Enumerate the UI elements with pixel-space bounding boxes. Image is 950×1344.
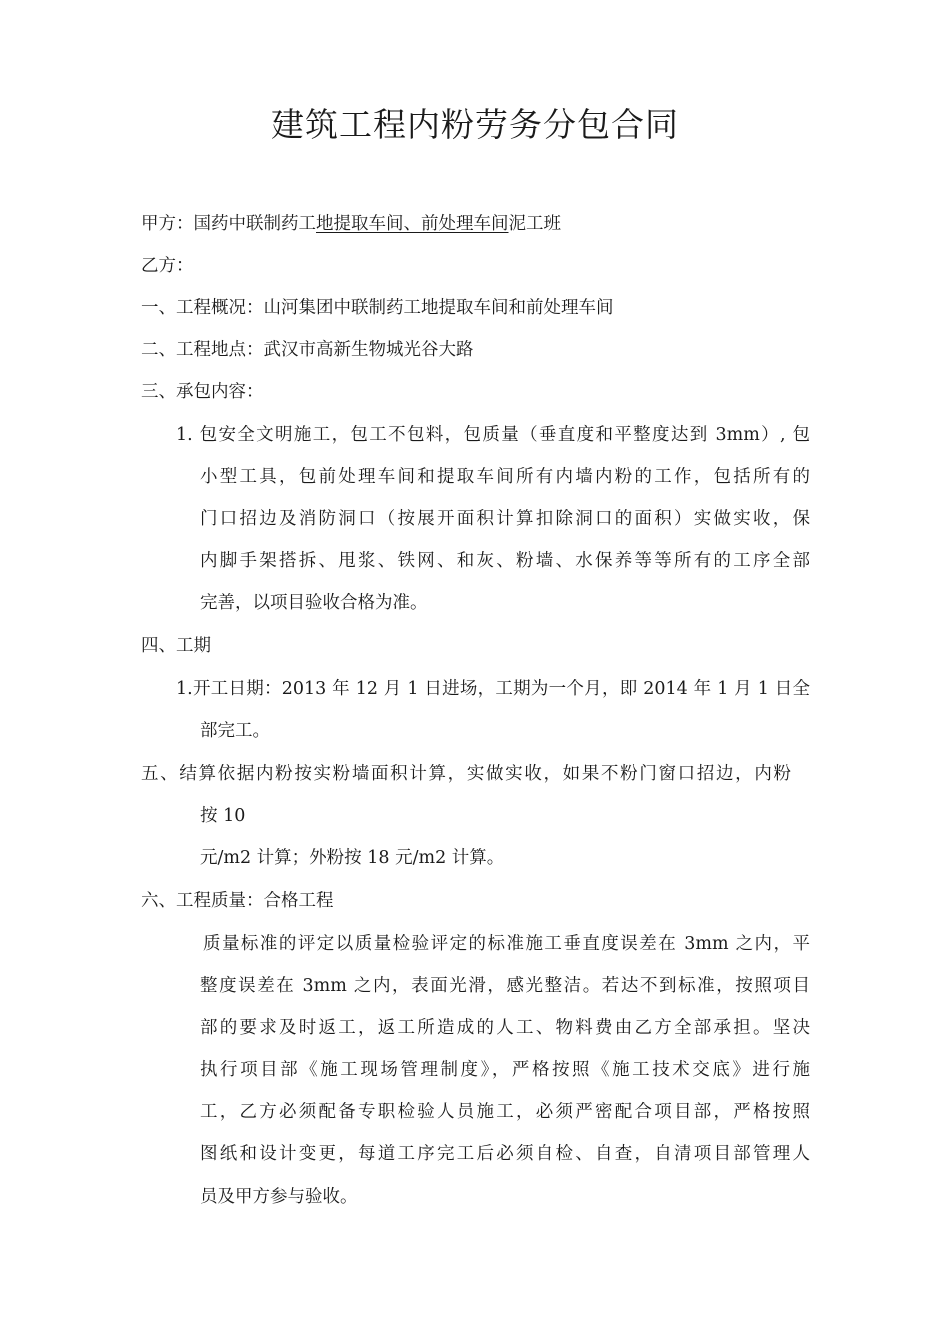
settlement-line: 按 10 [200,806,246,826]
scope-line: 门口招边及消防洞口（按展开面积计算扣除洞口的面积）实做实收，保 [200,509,810,529]
quality-line: 工，乙方必须配备专职检验人员施工，必须严密配合项目部，严格按照 [200,1102,810,1122]
section-location: 二、工程地点：武汉市高新生物城光谷大路 [141,340,474,360]
party-b-line: 乙方： [141,256,194,276]
scope-line: 内脚手架搭拆、甩浆、铁网、和灰、粉墙、水保养等等所有的工序全部 [200,551,810,571]
quality-line: 员及甲方参与验收。 [200,1187,358,1207]
party-a-line [141,212,561,236]
quality-line: 执行项目部《施工现场管理制度》，严格按照《施工技术交底》进行施 [200,1060,810,1080]
scope-line: 完善，以项目验收合格为准。 [200,593,428,613]
settlement-line: 元/m2 计算；外粉按 18 元/m2 计算。 [200,848,505,868]
schedule-line: 1.开工日期：2013 年 12 月 1 日进场，工期为一个月，即 2014 年 1 月 1 日全 [176,679,810,699]
party-a-suffix: 泥工班 [508,214,561,234]
quality-line: 整度误差在 3mm 之内，表面光滑，感光整洁。若达不到标准，按照项目 [200,976,810,996]
document-title: 建筑工程内粉劳务分包合同 [271,105,679,144]
party-a-prefix: 甲方：国药中联制药工 [141,214,316,234]
section-scope-heading: 三、承包内容： [141,382,264,402]
schedule-line: 部完工。 [200,721,270,741]
section-schedule-heading: 四、工期 [141,636,211,656]
scope-line: 小型工具，包前处理车间和提取车间所有内墙内粉的工作，包括所有的 [200,467,810,487]
party-a-workshop: 地提取车间、前处理车间 [316,214,509,234]
section-quality-heading: 六、工程质量：合格工程 [141,891,334,911]
section-overview: 一、工程概况：山河集团中联制药工地提取车间和前处理车间 [141,298,614,318]
scope-line: 1. 包安全文明施工，包工不包料，包质量（垂直度和平整度达到 3mm）, 包 [176,425,810,445]
quality-line: 图纸和设计变更，每道工序完工后必须自检、自查，自清项目部管理人 [200,1144,810,1164]
section-settlement-line: 五、结算依据内粉按实粉墙面积计算，实做实收，如果不粉门窗口招边，内粉 [141,764,791,784]
quality-line: 部的要求及时返工，返工所造成的人工、物料费由乙方全部承担。坚决 [200,1018,810,1038]
quality-line: 质量标准的评定以质量检验评定的标准施工垂直度误差在 3mm 之内，平 [203,934,810,954]
